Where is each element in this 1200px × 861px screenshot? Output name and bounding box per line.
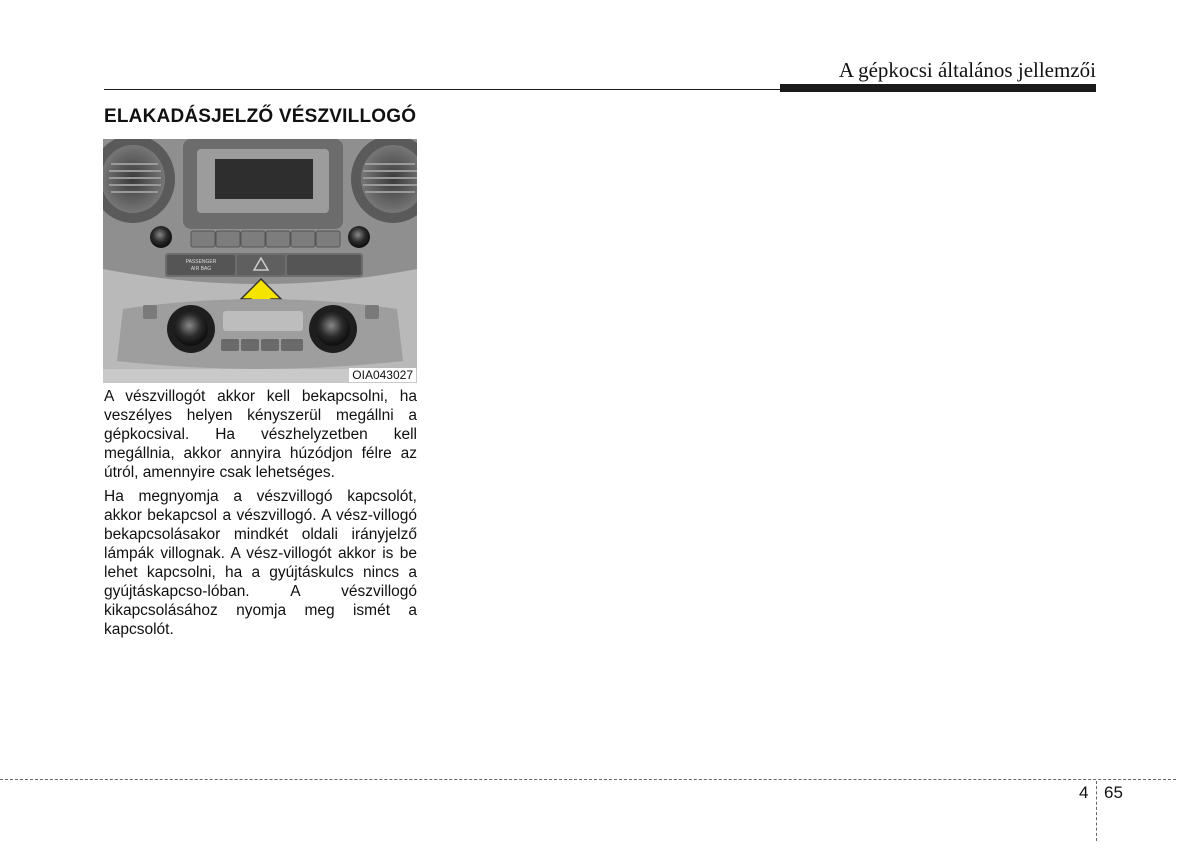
display-screen	[215, 159, 313, 199]
climate-panel	[117, 299, 403, 369]
temperature-knob	[174, 312, 208, 346]
tune-knob	[348, 226, 370, 248]
passenger-airbag-indicator	[167, 255, 235, 275]
page-number: 65	[1104, 783, 1123, 802]
paragraph-1: A vészvillogót akkor kell bekapcsolni, ha veszélyes helyen kényszerül megállni a gépkocsival. Ha vészhelyzetben kell megállnia, akkor annyira húzódjon félre az útról, amennyire csak lehetséges.	[104, 388, 417, 481]
volume-knob	[150, 226, 172, 248]
svg-text:PASSENGER: PASSENGER	[185, 259, 217, 265]
figure-code: OIA043027	[349, 368, 416, 382]
fan-knob	[316, 312, 350, 346]
paragraph-2: Ha megnyomja a vészvillogó kapcsolót, akkor bekapcsol a vészvillogó. A vész-villogó bekapcsolásakor mindkét oldali irányjelző lámpák villognak. A vész-villogót akkor is be lehet kapcsolni, ha a gyújtáskulcs nincs a gyújtáskapcso-lóban. A vészvillogó kikapcsolásához nyomja meg ismét a kapcsolót.	[104, 488, 417, 638]
section-heading: ELAKADÁSJELZŐ VÉSZVILLOGÓ	[104, 106, 417, 127]
svg-text:AIR BAG: AIR BAG	[190, 266, 212, 272]
header-bar	[780, 84, 1096, 92]
dashboard-illustration	[103, 139, 417, 383]
footer-dashed-rule	[0, 779, 1176, 780]
chapter-number: 4	[1079, 783, 1089, 802]
dashboard-photo	[103, 139, 417, 383]
footer-dashed-divider	[1096, 781, 1097, 841]
running-header-title: A gépkocsi általános jellemzői	[838, 58, 1096, 82]
